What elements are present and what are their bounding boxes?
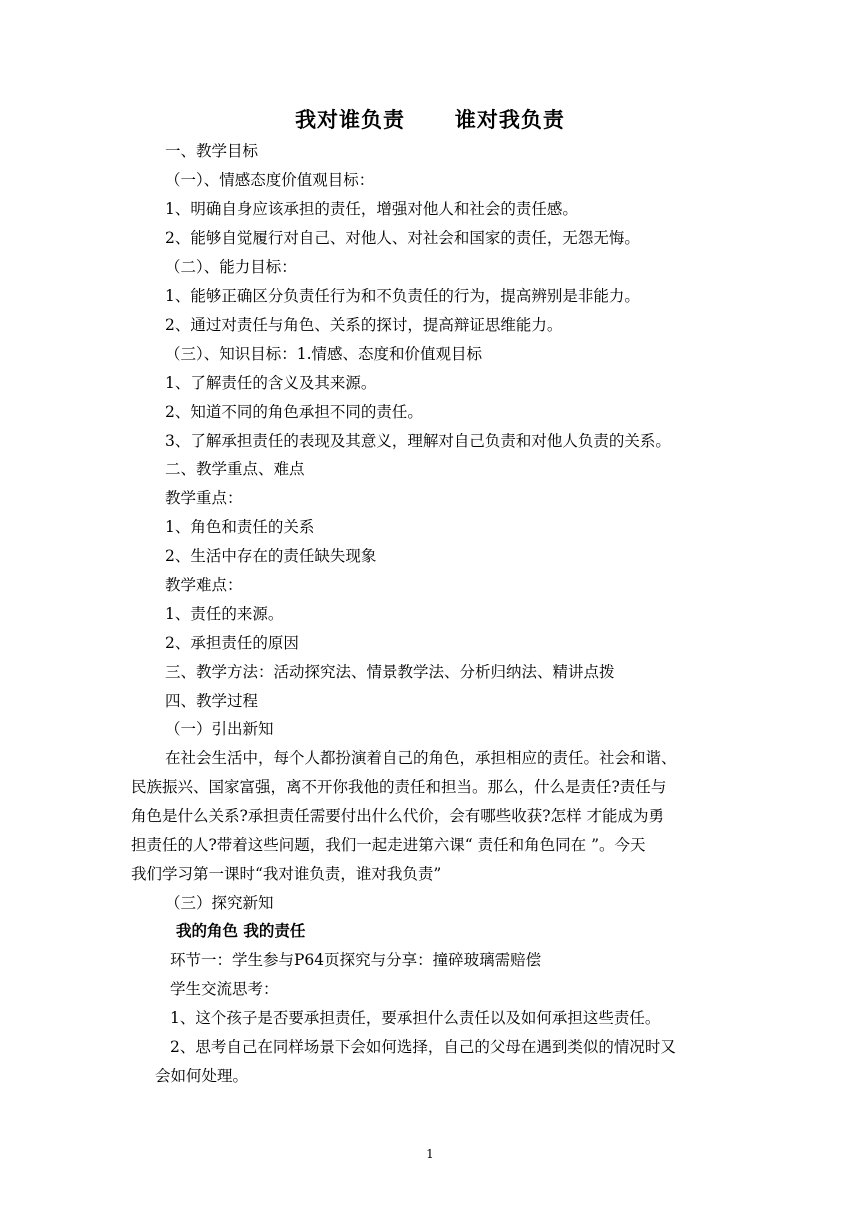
text-line: 2、通过对责任与角色、关系的探讨，提高辩证思维能力。 xyxy=(165,316,563,334)
text-line: 2、承担责任的原因 xyxy=(165,634,299,652)
text-line: 教学难点： xyxy=(165,576,243,594)
text-line: 2、能够自觉履行对自己、对他人、对社会和国家的责任，无怨无悔。 xyxy=(165,229,640,247)
paragraph-line: 我们学习第一课时“我对谁负责，谁对我负责” xyxy=(131,865,442,883)
text-line: 一、教学目标 xyxy=(165,142,259,160)
text-line: 环节一：学生参与P64页探究与分享：撞碎玻璃需赔偿 xyxy=(170,951,542,969)
paragraph-line: 角色是什么关系?承担责任需要付出什么代价，会有哪些收获?怎样 才能成为勇 xyxy=(131,807,665,825)
section-heading: 我的角色 我的责任 xyxy=(176,922,306,940)
text-line: （二）、能力目标： xyxy=(165,258,297,276)
paragraph-line: 担责任的人?带着这些问题，我们一起走进第六课“ 责任和角色同在 ”。今天 xyxy=(131,836,646,854)
page-number: 1 xyxy=(426,1147,434,1161)
text-line: 会如何处理。 xyxy=(155,1067,249,1085)
text-line: 2、知道不同的角色承担不同的责任。 xyxy=(165,403,423,421)
text-line: 教学重点： xyxy=(165,489,243,507)
text-line: 1、这个孩子是否要承担责任，要承担什么责任以及如何承担这些责任。 xyxy=(170,1009,661,1027)
text-line: （三）、知识目标：1.情感、态度和价值观目标 xyxy=(165,345,483,363)
text-line: 二、教学重点、难点 xyxy=(165,460,305,478)
text-line: 四、教学过程 xyxy=(165,692,259,710)
text-line: 1、责任的来源。 xyxy=(165,605,284,623)
paragraph-line: 在社会生活中，每个人都扮演着自己的角色，承担相应的责任。社会和谐、 xyxy=(165,749,677,767)
text-line: 1、角色和责任的关系 xyxy=(165,518,315,536)
paragraph-line: 民族振兴、国家富强，离不开你我他的责任和担当。那么，什么是责任?责任与 xyxy=(131,778,667,796)
text-line: 2、生活中存在的责任缺失现象 xyxy=(165,547,377,565)
text-line: 3、了解承担责任的表现及其意义，理解对自己负责和对他人负责的关系。 xyxy=(165,432,671,450)
document-title: 我对谁负责 谁对我负责 xyxy=(295,108,565,132)
text-line: 2、思考自己在同样场景下会如何选择，自己的父母在遇到类似的情况时又 xyxy=(170,1038,676,1056)
text-line: （三）探究新知 xyxy=(165,894,274,912)
text-line: （一）、情感态度价值观目标： xyxy=(165,171,375,189)
text-line: 学生交流思考： xyxy=(170,980,279,998)
text-line: 1、了解责任的含义及其来源。 xyxy=(165,374,377,392)
text-line: 三、教学方法：活动探究法、情景教学法、分析归纳法、精讲点拨 xyxy=(165,663,615,681)
text-line: （一）引出新知 xyxy=(165,720,274,738)
text-line: 1、明确自身应该承担的责任，增强对他人和社会的责任感。 xyxy=(165,200,578,218)
text-line: 1、能够正确区分负责任行为和不负责任的行为，提高辨别是非能力。 xyxy=(165,287,640,305)
